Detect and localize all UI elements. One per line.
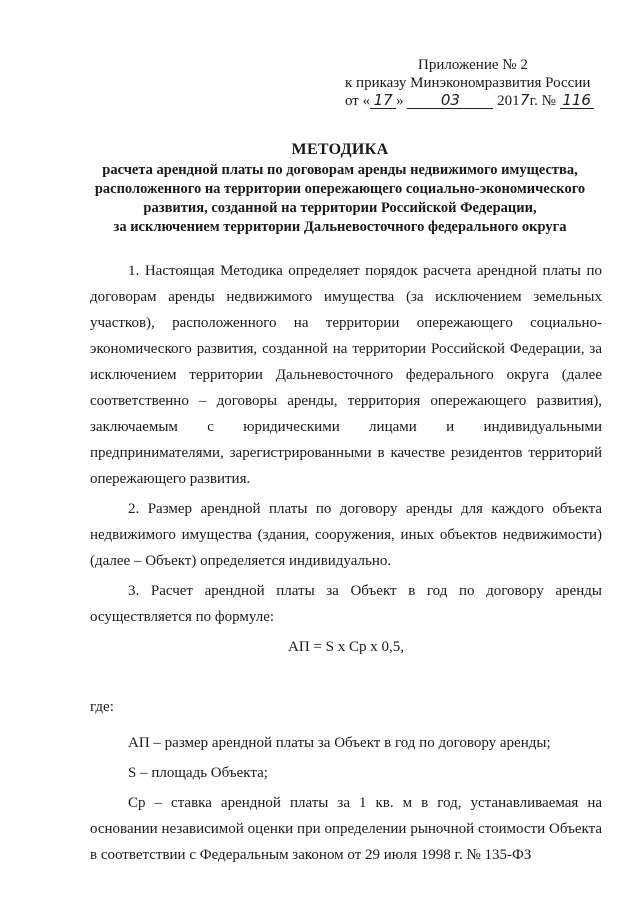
title-main: МЕТОДИКА <box>291 141 389 158</box>
paragraph-2: 2. Размер арендной платы по договору аренды для каждого объекта недвижимого имущества (здания, сооружения, иных объектов недвижимости) (далее – Объект) определяется индивидуально. <box>90 501 602 569</box>
date-mid: » <box>396 93 404 109</box>
title-line: за исключением территории Дальневосточного федерального округа <box>113 219 567 235</box>
where-label: где: <box>90 699 114 715</box>
year-digit-handwritten: 7 <box>519 91 530 109</box>
order-reference: к приказу Минэкономразвития России <box>345 75 591 91</box>
date-month-handwritten: 03 <box>407 92 493 109</box>
date-prefix: от « <box>345 93 371 109</box>
rent-formula: АП = S x Cp x 0,5, <box>288 639 404 655</box>
paragraph-3: 3. Расчет арендной платы за Объект в год по договору аренды осуществляется по формуле: <box>90 583 602 625</box>
order-number-handwritten: 116 <box>560 92 594 109</box>
document-title <box>60 140 620 237</box>
definition-ap: АП – размер арендной платы за Объект в год по договору аренды; <box>128 735 551 751</box>
order-date-line <box>345 92 594 111</box>
title-line: развития, созданной на территории Российской Федерации, <box>143 200 537 216</box>
appendix-title: Приложение № 2 <box>418 57 528 73</box>
year-prefix: 201 <box>497 93 520 109</box>
definition-s: S – площадь Объекта; <box>128 765 268 781</box>
definition-cp: Ср – ставка арендной платы за 1 кв. м в год, устанавливаемая на основании независимой оценки при определении рыночной стоимости Объекта в соответствии с Федеральным законом от 29 июля 1998 г. № 135-ФЗ <box>90 795 602 863</box>
title-line: расчета арендной платы по договорам аренды недвижимого имущества, <box>102 162 578 178</box>
title-line: расположенного на территории опережающего социально-экономического <box>94 181 586 197</box>
year-suffix: г. № <box>529 93 556 109</box>
document-body <box>90 258 602 868</box>
paragraph-1: 1. Настоящая Методика определяет порядок расчета арендной платы по договорам аренды недвижимого имущества (за исключением земельных участков), расположенного на территории опережающего социально-экономического развития, созданной на территории Российской Федерации, за исключением территории Дальневосточного федерального округа (далее соответственно – договоры аренды, территория опережающего развития), заключаемым с юридическими лицами и индивидуальными предпринимателями, зарегистрированными в качестве резидентов территорий опережающего развития. <box>90 263 602 487</box>
date-day-handwritten: 17 <box>370 92 396 109</box>
